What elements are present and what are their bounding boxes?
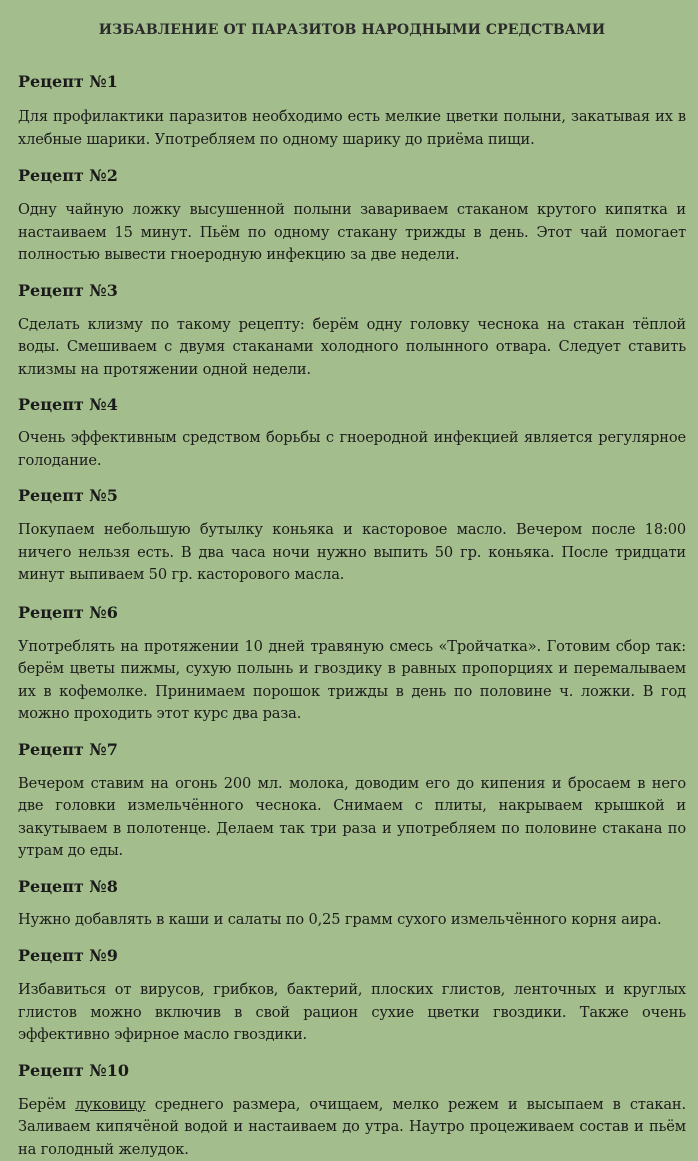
recipe-heading: Рецепт №7 [18, 740, 686, 760]
recipe-text: Для профилактики паразитов необходимо есть мелкие цветки полыни, закатывая их в хлебные шарики. Употребляем по одному шарику до приёма пищи. [18, 106, 686, 151]
recipe-text [18, 1094, 686, 1161]
recipe-9 [18, 946, 686, 1047]
recipe-8 [18, 877, 686, 932]
recipe-text: Очень эффективным средством борьбы с гноеродной инфекцией является регулярное голодание. [18, 427, 686, 472]
recipe-heading: Рецепт №6 [18, 603, 686, 623]
recipe-1 [18, 72, 686, 151]
recipe-2 [18, 166, 686, 267]
recipe-text: Вечером ставим на огонь 200 мл. молока, доводим его до кипения и бросаем в него две головки измельчённого чеснока. Снимаем с плиты, накрываем крышкой и закутываем в полотенце. Делаем так три раза и употребляем по половине стакана по утрам до еды. [18, 773, 686, 863]
recipe-3 [18, 281, 686, 382]
recipe-heading: Рецепт №9 [18, 946, 686, 966]
recipe-text: Избавиться от вирусов, грибков, бактерий, плоских глистов, ленточных и круглых глистов можно включив в свой рацион сухие цветки гвоздики. Также очень эффективно эфирное масло гвоздики. [18, 979, 686, 1047]
recipe-4 [18, 395, 686, 472]
recipe-text: Употреблять на протяжении 10 дней травяную смесь «Тройчатка». Готовим сбор так: берём цветы пижмы, сухую полынь и гвоздику в равных пропорциях и перемалываем их в кофемолке. Принимаем порошок трижды в день по половине ч. ложки. В год можно проходить этот курс два раза. [18, 636, 686, 726]
recipe-heading: Рецепт №5 [18, 486, 686, 506]
recipe-text: Покупаем небольшую бутылку коньяка и касторовое масло. Вечером после 18:00 ничего нельзя есть. В два часа ночи нужно выпить 50 гр. коньяка. После тридцати минут выпиваем 50 гр. касторового масла. [18, 519, 686, 587]
recipe-5 [18, 486, 686, 587]
page-title: ИЗБАВЛЕНИЕ ОТ ПАРАЗИТОВ НАРОДНЫМИ СРЕДСТВАМИ [18, 0, 686, 52]
recipe-heading: Рецепт №2 [18, 166, 686, 186]
recipe-heading: Рецепт №1 [18, 72, 686, 92]
recipe-7 [18, 740, 686, 863]
recipe-text: Сделать клизму по такому рецепту: берём одну головку чеснока на стакан тёплой воды. Смешиваем с двумя стаканами холодного полынного отвара. Следует ставить клизмы на протяжении одной недели. [18, 314, 686, 382]
recipe-text: Нужно добавлять в каши и салаты по 0,25 грамм сухого измельчённого корня аира. [18, 909, 686, 932]
recipe-text-before-link: Берём [18, 1096, 75, 1113]
recipe-10 [18, 1061, 686, 1161]
recipe-6 [18, 603, 686, 726]
recipe-text: Одну чайную ложку высушенной полыни завариваем стаканом крутого кипятка и настаиваем 15 минут. Пьём по одному стакану трижды в день. Этот чай помогает полностью вывести гноеродную инфекцию за две недели. [18, 199, 686, 267]
recipe-text-after-link: среднего размера, очищаем, мелко режем и высыпаем в стакан. Заливаем кипячёной водой и настаиваем до утра. Наутро процеживаем состав и пьём на голодный желудок. [18, 1096, 686, 1158]
recipe-heading: Рецепт №10 [18, 1061, 686, 1081]
recipe-heading: Рецепт №8 [18, 877, 686, 897]
recipe-heading: Рецепт №4 [18, 395, 686, 415]
recipe-heading: Рецепт №3 [18, 281, 686, 301]
onion-link[interactable]: луковицу [75, 1096, 145, 1113]
